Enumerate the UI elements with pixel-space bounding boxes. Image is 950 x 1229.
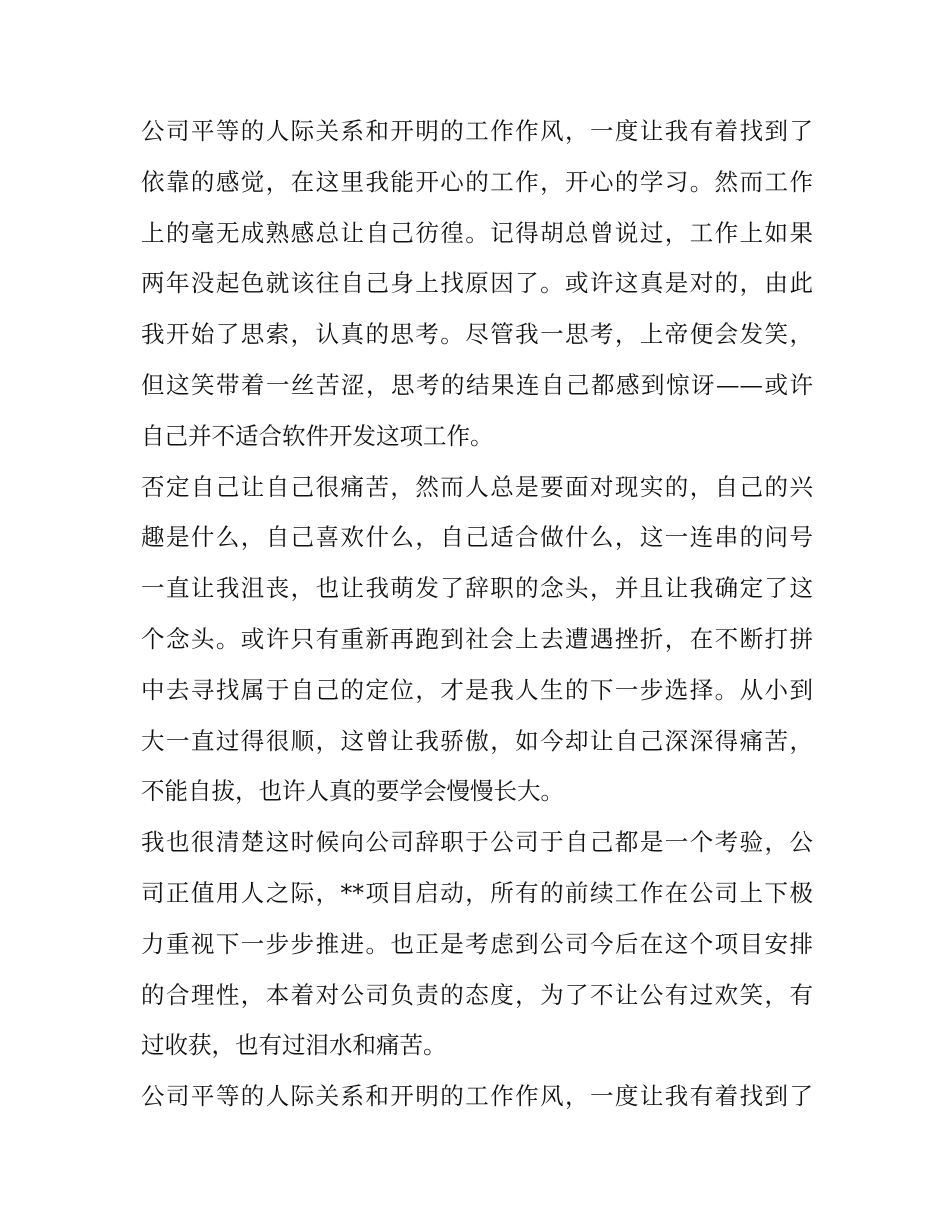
text-line: 我也很清楚这时候向公司辞职于公司于自己都是一个考验，公	[141, 828, 813, 857]
text-line: 但这笑带着一丝苦涩，思考的结果连自己都感到惊讶——或许	[141, 370, 813, 399]
text-line: 力重视下一步步推进。也正是考虑到公司今后在这个项目安排	[141, 929, 813, 958]
text-line: 公司平等的人际关系和开明的工作作风，一度让我有着找到了	[141, 1082, 813, 1111]
text-line: 的合理性，本着对公司负责的态度，为了不让公有过欢笑，有	[141, 980, 813, 1009]
paragraph-1	[141, 106, 813, 462]
paragraph-4	[141, 1071, 813, 1122]
text-line: 不能自拔，也许人真的要学会慢慢长大。	[141, 777, 564, 806]
document-body	[141, 106, 813, 1122]
text-line: 公司平等的人际关系和开明的工作作风，一度让我有着找到了	[141, 117, 813, 145]
paragraph-2	[141, 462, 813, 818]
text-line: 司正值用人之际，**项目启动，所有的前续工作在公司上下极	[141, 878, 813, 907]
text-line: 个念头。或许只有重新再跑到社会上去遭遇挫折，在不断打拼	[141, 624, 813, 653]
paragraph-3	[141, 817, 813, 1071]
text-line: 自己并不适合软件开发这项工作。	[141, 421, 494, 450]
text-line: 否定自己让自己很痛苦，然而人总是要面对现实的，自己的兴	[141, 472, 813, 501]
text-line: 一直让我沮丧，也让我萌发了辞职的念头，并且让我确定了这	[141, 574, 813, 603]
text-line: 趣是什么，自己喜欢什么，自己适合做什么，这一连串的问号	[141, 523, 813, 552]
text-line: 我开始了思索，认真的思考。尽管我一思考，上帝便会发笑，	[141, 320, 813, 349]
text-line: 两年没起色就该往自己身上找原因了。或许这真是对的，由此	[141, 269, 813, 298]
text-line: 依靠的感觉，在这里我能开心的工作，开心的学习。然而工作	[141, 167, 813, 196]
text-line: 中去寻找属于自己的定位，才是我人生的下一步选择。从小到	[141, 675, 813, 704]
text-line: 上的毫无成熟感总让自己彷徨。记得胡总曾说过，工作上如果	[141, 218, 813, 247]
text-line: 大一直过得很顺，这曾让我骄傲，如今却让自己深深得痛苦，	[141, 726, 813, 755]
text-line: 过收获，也有过泪水和痛苦。	[141, 1031, 447, 1060]
